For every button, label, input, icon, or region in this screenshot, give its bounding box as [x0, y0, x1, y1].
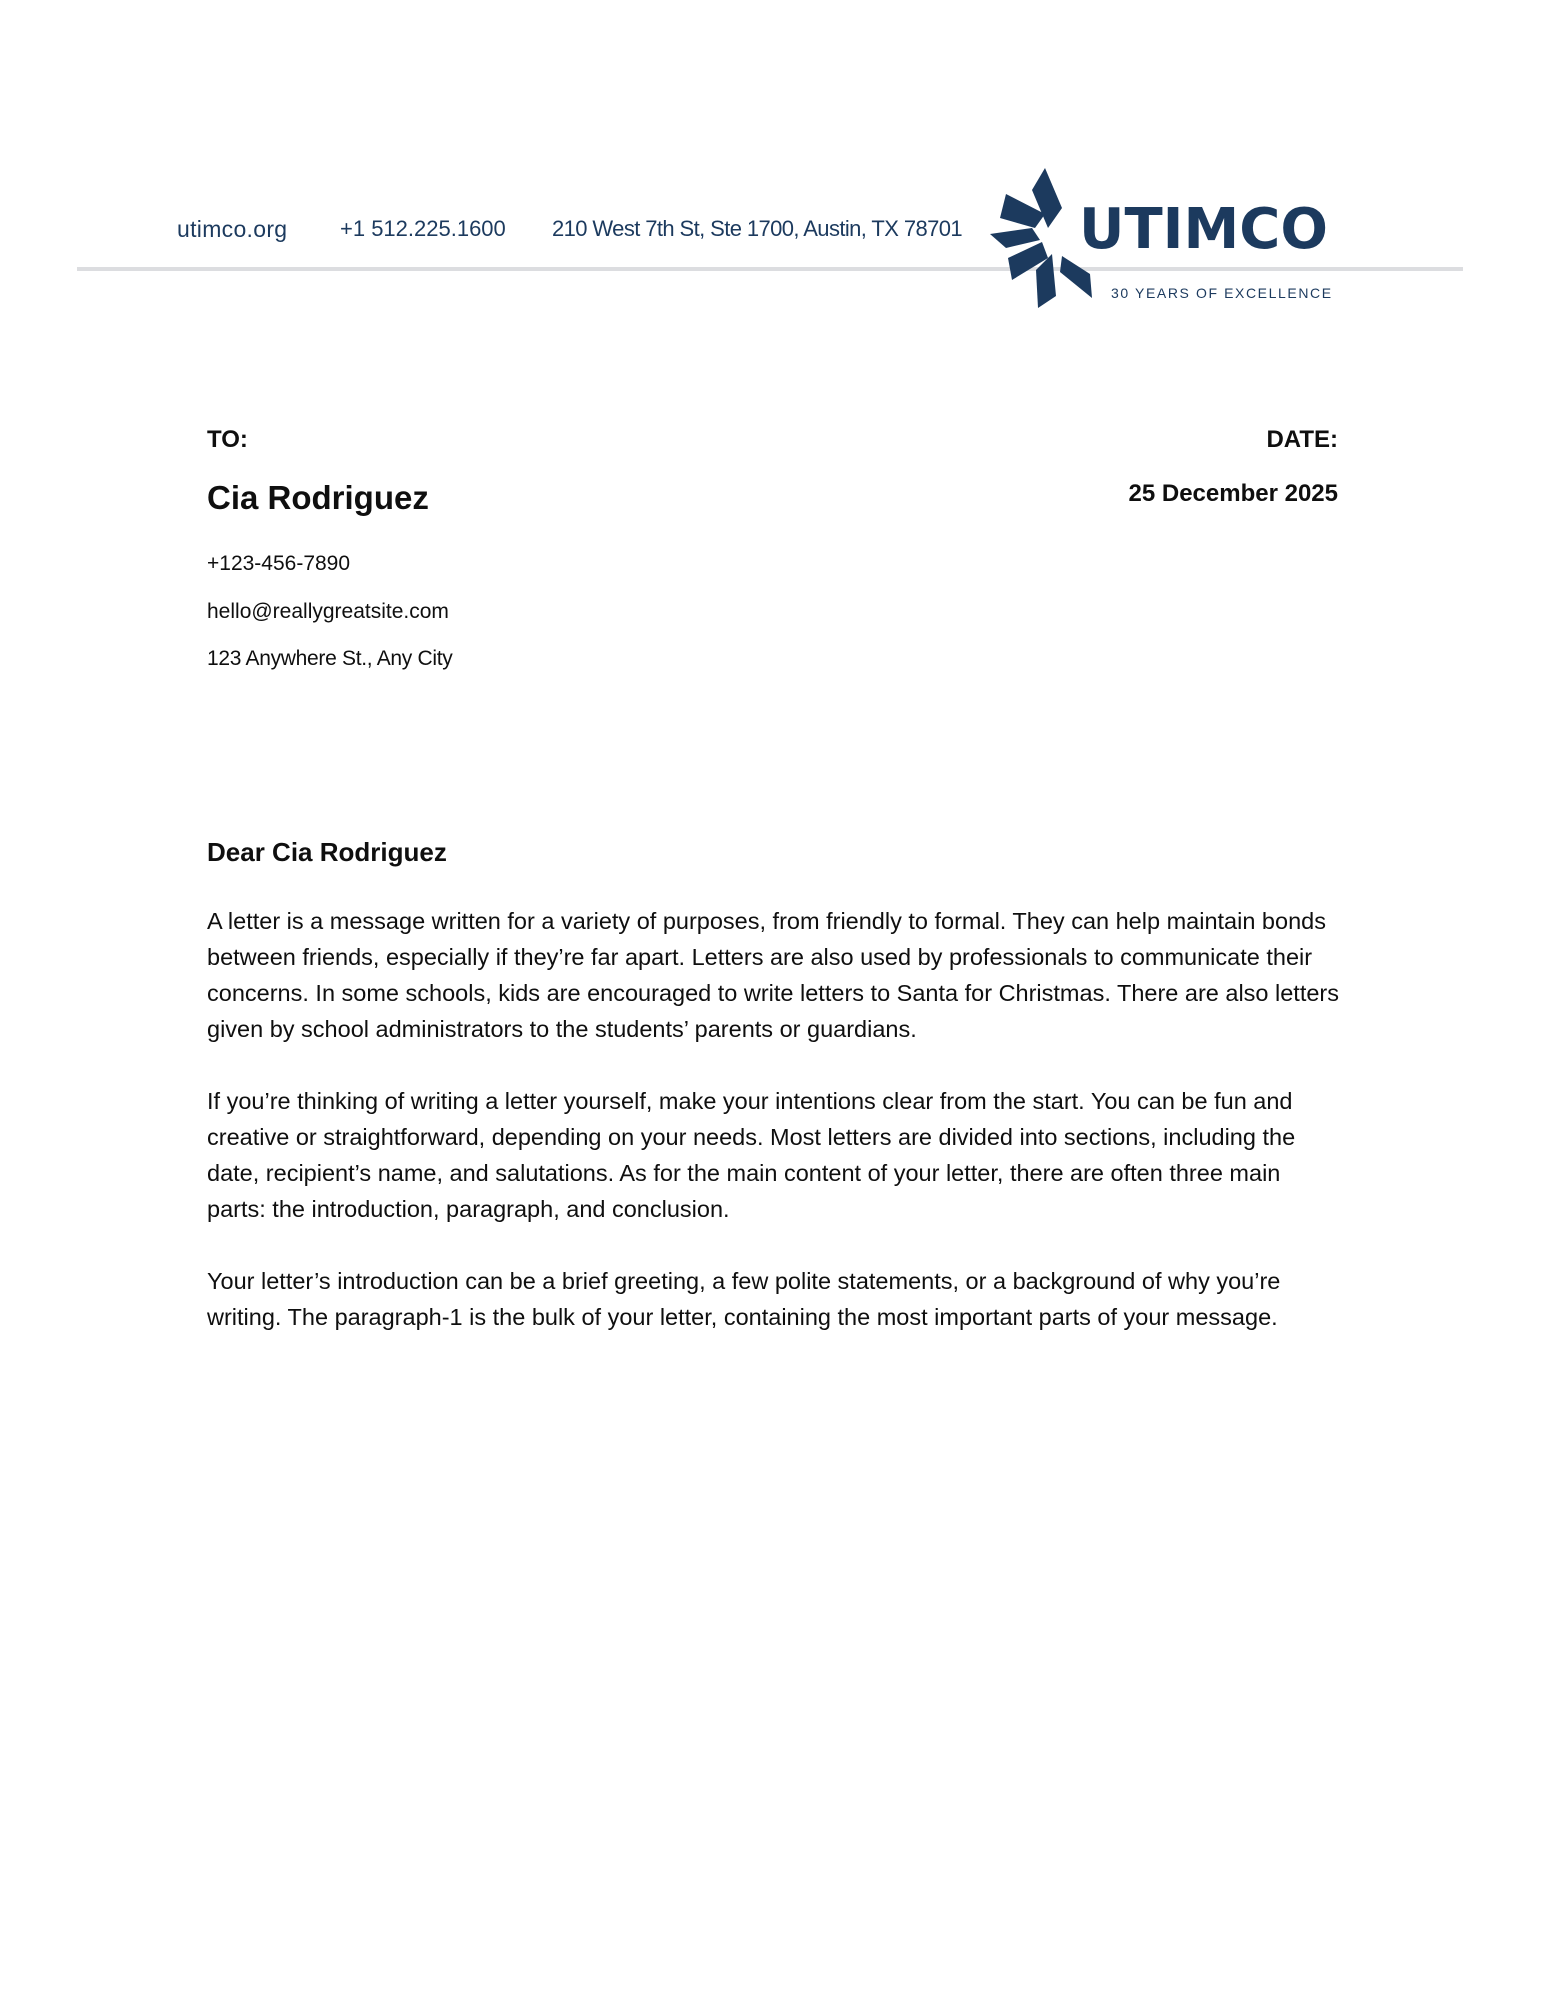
letter-date: 25 December 2025: [1128, 480, 1338, 507]
recipient-name: Cia Rodriguez: [207, 479, 429, 516]
body-paragraph: Your letter’s introduction can be a brief greeting, a few polite statements, or a background of why you’re writing. The paragraph-1 is the bulk of your letter, containing the most important parts of your message.: [207, 1268, 1281, 1330]
recipient-email[interactable]: hello@reallygreatsite.com: [207, 600, 449, 623]
logo-tagline: 30 YEARS OF EXCELLENCE: [1111, 285, 1333, 301]
header-address: 210 West 7th St, Ste 1700, Austin, TX 78701: [552, 216, 963, 241]
body-paragraph: If you’re thinking of writing a letter yourself, make your intentions clear from the start. You can be fun and creative or straightforward, depending on your needs. Most letters are divided into sections, including the date, recipient’s name, and salutations. As for the main content of your letter, there are often three main parts: the introduction, paragraph, and conclusion.: [207, 1088, 1296, 1222]
header-website-link[interactable]: utimco.org: [177, 216, 288, 242]
logo-wordmark: UTIMCO: [1079, 197, 1328, 262]
recipient-address: 123 Anywhere St., Any City: [207, 647, 453, 670]
letter-body: [207, 903, 1342, 1371]
date-label: DATE:: [1266, 426, 1338, 453]
to-label: TO:: [207, 426, 248, 453]
recipient-phone: +123-456-7890: [207, 552, 351, 575]
salutation: Dear Cia Rodriguez: [207, 837, 447, 867]
utimco-logo: [990, 168, 1333, 316]
header-phone: +1 512.225.1600: [340, 216, 506, 241]
body-paragraph: A letter is a message written for a variety of purposes, from friendly to formal. They can help maintain bonds between friends, especially if they’re far apart. Letters are also used by professionals to communicate their concerns. In some schools, kids are encouraged to write letters to Santa for Christmas. There are also letters given by school administrators to the students’ parents or guardians.: [207, 908, 1340, 1042]
